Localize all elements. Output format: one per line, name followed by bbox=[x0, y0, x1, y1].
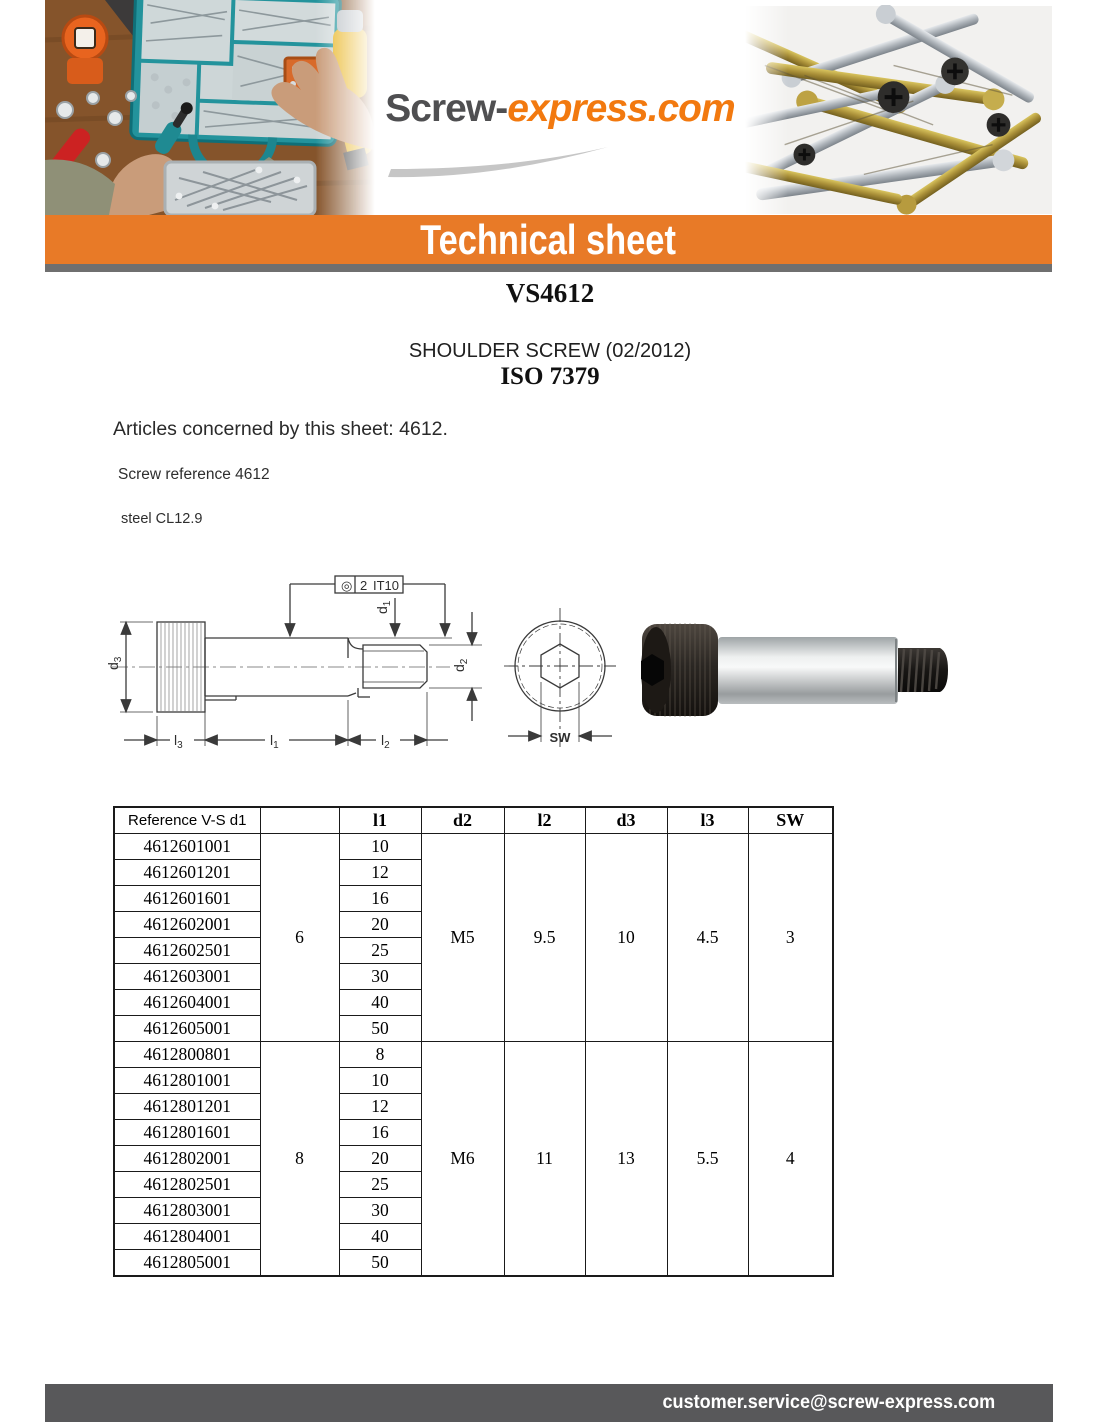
svg-text:l2: $l_2$ bbox=[381, 732, 390, 751]
table-header-row bbox=[114, 807, 833, 834]
cell-l2: 9.5 bbox=[504, 834, 585, 1042]
cell-l3: 5.5 bbox=[667, 1042, 748, 1277]
contact-email: customer.service@screw-express.com bbox=[662, 1392, 995, 1413]
col-header-sw: SW bbox=[748, 807, 833, 834]
cell-reference: 4612602001 bbox=[114, 912, 260, 938]
cell-d1: 8 bbox=[260, 1042, 339, 1277]
doc-code: VS4612 bbox=[505, 278, 595, 308]
col-header-l1: l1 bbox=[339, 807, 421, 834]
col-header-d2: d2 bbox=[421, 807, 504, 834]
svg-text:d2: $d_2$ bbox=[451, 658, 470, 672]
cell-l1: 20 bbox=[339, 1146, 421, 1172]
side-view bbox=[112, 576, 482, 746]
banner-title: Technical sheet bbox=[420, 215, 677, 263]
bottom-screw-box bbox=[165, 162, 315, 215]
product-photo bbox=[641, 623, 948, 717]
cell-reference: 4612804001 bbox=[114, 1224, 260, 1250]
cell-l1: 40 bbox=[339, 1224, 421, 1250]
footer-bar bbox=[45, 1384, 1053, 1422]
side-view-labels bbox=[105, 578, 470, 751]
cell-d3: 10 bbox=[585, 834, 667, 1042]
cell-reference: 4612605001 bbox=[114, 1016, 260, 1042]
cell-reference: 4612800801 bbox=[114, 1042, 260, 1068]
face-view bbox=[504, 608, 616, 748]
cell-reference: 4612802001 bbox=[114, 1146, 260, 1172]
sw-label: SW bbox=[549, 730, 571, 745]
cell-reference: 4612602501 bbox=[114, 938, 260, 964]
cell-l1: 12 bbox=[339, 1094, 421, 1120]
logo-text-express: express.com bbox=[507, 87, 735, 130]
material-spec: steel CL12.9 bbox=[121, 511, 203, 527]
doc-standard: ISO 7379 bbox=[500, 363, 600, 390]
cell-reference: 4612604001 bbox=[114, 990, 260, 1016]
svg-text:l1: $l_1$ bbox=[270, 732, 279, 751]
cell-l1: 40 bbox=[339, 990, 421, 1016]
cell-l1: 8 bbox=[339, 1042, 421, 1068]
cell-l1: 30 bbox=[339, 1198, 421, 1224]
col-header-reference: Reference V-S d1 bbox=[114, 807, 260, 834]
cell-l1: 10 bbox=[339, 1068, 421, 1094]
cell-d3: 13 bbox=[585, 1042, 667, 1277]
cell-l1: 25 bbox=[339, 1172, 421, 1198]
cell-sw: 4 bbox=[748, 1042, 833, 1277]
cell-reference: 4612801001 bbox=[114, 1068, 260, 1094]
cell-reference: 4612805001 bbox=[114, 1250, 260, 1277]
spec-table-body bbox=[114, 834, 833, 1277]
tape-measure bbox=[63, 16, 107, 84]
svg-text:◎: ◎ bbox=[341, 578, 353, 593]
cell-reference: 4612802501 bbox=[114, 1172, 260, 1198]
screw-reference: Screw reference 4612 bbox=[118, 466, 270, 483]
svg-text:l3: $l_3$ bbox=[174, 732, 183, 751]
banner bbox=[45, 215, 1052, 264]
cell-reference: 4612801601 bbox=[114, 1120, 260, 1146]
logo-text-screw: Screw- bbox=[385, 87, 508, 130]
cell-l1: 30 bbox=[339, 964, 421, 990]
cell-reference: 4612601601 bbox=[114, 886, 260, 912]
cell-d1: 6 bbox=[260, 834, 339, 1042]
svg-text:d1: $d_1$ bbox=[374, 600, 393, 614]
svg-text:2: 2 bbox=[360, 578, 368, 593]
cell-l1: 16 bbox=[339, 1120, 421, 1146]
technical-drawing bbox=[90, 550, 970, 785]
doc-subtitle: SHOULDER SCREW (02/2012) bbox=[408, 340, 692, 362]
cell-l1: 10 bbox=[339, 834, 421, 860]
cell-reference: 4612803001 bbox=[114, 1198, 260, 1224]
cell-l1: 12 bbox=[339, 860, 421, 886]
col-header-l3: l3 bbox=[667, 807, 748, 834]
col-header-d3: d3 bbox=[585, 807, 667, 834]
table-row bbox=[114, 1042, 833, 1068]
cell-l1: 16 bbox=[339, 886, 421, 912]
col-header-l2: l2 bbox=[504, 807, 585, 834]
cell-l1: 50 bbox=[339, 1016, 421, 1042]
cell-sw: 3 bbox=[748, 834, 833, 1042]
cell-l3: 4.5 bbox=[667, 834, 748, 1042]
tolerance-frame bbox=[290, 576, 445, 636]
logo-swoosh bbox=[383, 143, 683, 183]
table-row bbox=[114, 834, 833, 860]
cell-reference: 4612601201 bbox=[114, 860, 260, 886]
svg-text:d3: $d_3$ bbox=[105, 656, 124, 670]
cell-l2: 11 bbox=[504, 1042, 585, 1277]
cell-d2: M6 bbox=[421, 1042, 504, 1277]
cell-reference: 4612601001 bbox=[114, 834, 260, 860]
col-header-d1 bbox=[260, 807, 339, 834]
cell-reference: 4612603001 bbox=[114, 964, 260, 990]
logo bbox=[375, 55, 745, 195]
workbench-photo bbox=[45, 0, 375, 215]
cell-l1: 50 bbox=[339, 1250, 421, 1277]
cell-l1: 25 bbox=[339, 938, 421, 964]
spec-table bbox=[113, 806, 834, 1277]
svg-text:IT10: IT10 bbox=[373, 578, 400, 593]
banner-rule bbox=[45, 264, 1052, 272]
cell-reference: 4612801201 bbox=[114, 1094, 260, 1120]
cell-l1: 20 bbox=[339, 912, 421, 938]
articles-note: Articles concerned by this sheet: 4612. bbox=[113, 418, 448, 440]
cell-d2: M5 bbox=[421, 834, 504, 1042]
screw-pile-photo bbox=[745, 5, 1052, 215]
